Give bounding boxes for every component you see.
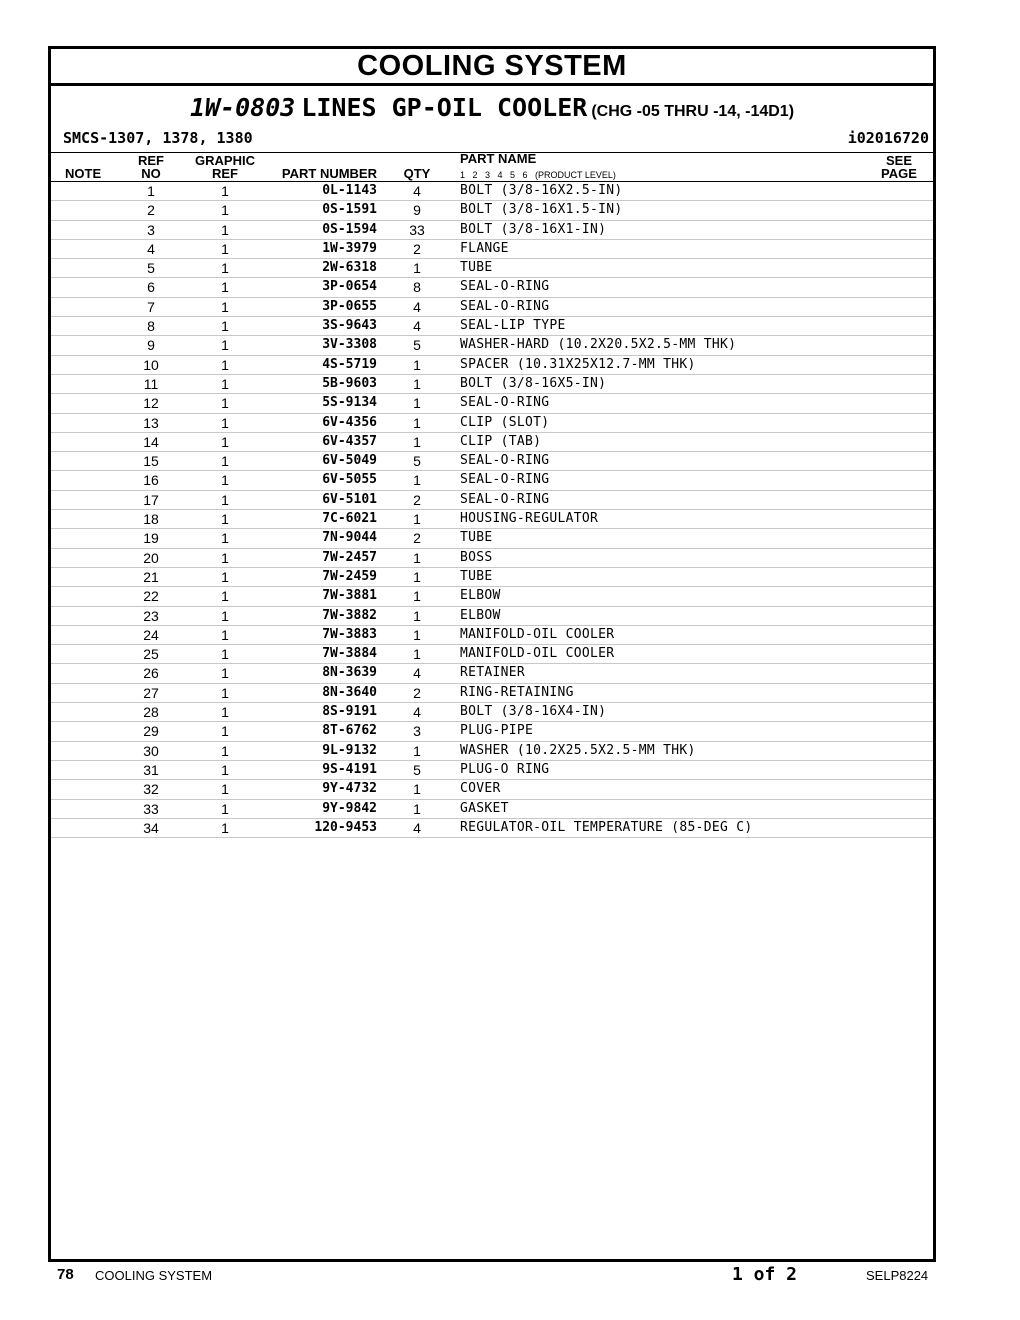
ref-no: 18: [143, 511, 159, 528]
graphic-ref: 1: [221, 607, 229, 624]
table-row: [51, 607, 933, 626]
part-name: GASKET: [460, 800, 509, 816]
part-number: 7W-2457: [322, 549, 377, 565]
graphic-ref: 1: [221, 395, 229, 412]
part-name: HOUSING-REGULATOR: [460, 511, 599, 527]
footer-doc-id: SELP8224: [866, 1268, 929, 1283]
ref-no: 34: [143, 819, 159, 836]
ref-no: 9: [147, 337, 155, 354]
ref-no: 24: [143, 626, 159, 643]
col-ref-line1: REF: [138, 153, 164, 168]
part-name: SEAL-O-RING: [460, 279, 550, 295]
qty: 3: [413, 723, 421, 740]
part-number: 6V-5049: [322, 453, 377, 469]
qty: 1: [413, 646, 421, 663]
part-number: 0S-1591: [322, 202, 377, 218]
qty: 1: [413, 414, 421, 431]
table-row: [51, 510, 933, 529]
part-number: 7W-3882: [322, 607, 377, 623]
graphic-ref: 1: [221, 511, 229, 528]
graphic-ref: 1: [221, 568, 229, 585]
col-graphic-line1: GRAPHIC: [195, 153, 255, 168]
table-row: [51, 278, 933, 297]
table-row: [51, 742, 933, 761]
qty: 1: [413, 395, 421, 412]
part-name: SPACER (10.31X25X12.7-MM THK): [460, 356, 696, 372]
section-title: COOLING SYSTEM: [51, 49, 933, 86]
col-ref-line2: NO: [141, 166, 161, 181]
footer-page-of: 1 of 2: [732, 1264, 798, 1285]
part-name: RING-RETAINING: [460, 684, 574, 700]
qty: 1: [413, 742, 421, 759]
graphic-ref: 1: [221, 761, 229, 778]
ref-no: 7: [147, 298, 155, 315]
table-row: [51, 568, 933, 587]
qty: 8: [413, 279, 421, 296]
qty: 1: [413, 433, 421, 450]
table-row: [51, 549, 933, 568]
part-name: BOLT (3/8-16X1.5-IN): [460, 202, 623, 218]
part-name: COVER: [460, 781, 501, 797]
ref-no: 10: [143, 356, 159, 373]
part-number: 9Y-9842: [322, 800, 377, 816]
part-number: 9Y-4732: [322, 781, 377, 797]
part-name: PLUG-O RING: [460, 761, 550, 777]
parts-table-body: [51, 182, 933, 838]
part-name: BOLT (3/8-16X5-IN): [460, 375, 607, 391]
qty: 2: [413, 240, 421, 257]
part-number: 7W-2459: [322, 568, 377, 584]
table-row: [51, 491, 933, 510]
table-row: [51, 780, 933, 799]
ref-no: 6: [147, 279, 155, 296]
part-name: TUBE: [460, 568, 493, 584]
part-number: 5B-9603: [322, 375, 377, 391]
group-part-number: 1W-0803: [189, 93, 296, 122]
graphic-ref: 1: [221, 183, 229, 199]
part-number: 0L-1143: [322, 183, 377, 198]
ref-no: 5: [147, 260, 155, 277]
ref-no: 12: [143, 395, 159, 412]
table-row: [51, 356, 933, 375]
table-row: [51, 684, 933, 703]
table-row: [51, 336, 933, 355]
qty: 1: [413, 260, 421, 277]
ref-no: 32: [143, 781, 159, 798]
qty: 1: [413, 607, 421, 624]
smcs-row: [51, 126, 933, 153]
table-row: [51, 221, 933, 240]
part-name: BOLT (3/8-16X2.5-IN): [460, 183, 623, 198]
ref-no: 8: [147, 318, 155, 335]
graphic-ref: 1: [221, 221, 229, 238]
ref-no: 31: [143, 761, 159, 778]
part-number: 6V-4357: [322, 433, 377, 449]
graphic-ref: 1: [221, 472, 229, 489]
part-number: 2W-6318: [322, 260, 377, 276]
qty: 9: [413, 202, 421, 219]
part-number: 7N-9044: [322, 530, 377, 546]
qty: 4: [413, 665, 421, 682]
qty: 1: [413, 511, 421, 528]
part-name: SEAL-O-RING: [460, 298, 550, 314]
table-row: [51, 703, 933, 722]
col-part-name: PART NAME: [460, 151, 537, 166]
graphic-ref: 1: [221, 626, 229, 643]
part-name: WASHER-HARD (10.2X20.5X2.5-MM THK): [460, 337, 737, 353]
part-name: BOLT (3/8-16X4-IN): [460, 704, 607, 720]
ref-no: 20: [143, 549, 159, 566]
group-title: [51, 86, 933, 126]
table-row: [51, 645, 933, 664]
qty: 2: [413, 491, 421, 508]
qty: 1: [413, 800, 421, 817]
part-name: SEAL-O-RING: [460, 395, 550, 411]
ref-no: 14: [143, 433, 159, 450]
part-number: 8S-9191: [322, 704, 377, 720]
table-row: [51, 529, 933, 548]
parts-list-frame: [48, 46, 936, 1262]
qty: 4: [413, 704, 421, 721]
ref-no: 16: [143, 472, 159, 489]
qty: 4: [413, 318, 421, 335]
table-row: [51, 259, 933, 278]
part-name: SEAL-O-RING: [460, 491, 550, 507]
ref-no: 1: [147, 183, 155, 199]
serial-range: (CHG -05 THRU -14, -14D1): [591, 103, 795, 120]
ref-no: 33: [143, 800, 159, 817]
table-row: [51, 452, 933, 471]
ref-no: 28: [143, 704, 159, 721]
graphic-ref: 1: [221, 723, 229, 740]
graphic-ref: 1: [221, 298, 229, 315]
part-number: 7C-6021: [322, 511, 377, 527]
graphic-ref: 1: [221, 684, 229, 701]
column-headers: [51, 153, 933, 182]
part-name: ELBOW: [460, 588, 501, 604]
qty: 4: [413, 298, 421, 315]
qty: 1: [413, 356, 421, 373]
table-row: [51, 317, 933, 336]
col-qty: QTY: [403, 166, 431, 181]
qty: 1: [413, 472, 421, 489]
part-name: MANIFOLD-OIL COOLER: [460, 626, 615, 642]
table-row: [51, 664, 933, 683]
part-name: ELBOW: [460, 607, 501, 623]
table-row: [51, 240, 933, 259]
graphic-ref: 1: [221, 356, 229, 373]
col-graphic-line2: REF: [212, 166, 238, 181]
part-number: 120-9453: [314, 819, 377, 835]
group-name: LINES GP-OIL COOLER: [301, 93, 588, 122]
part-name: PLUG-PIPE: [460, 723, 534, 739]
graphic-ref: 1: [221, 800, 229, 817]
table-row: [51, 587, 933, 606]
ref-no: 13: [143, 414, 159, 431]
part-name: TUBE: [460, 260, 493, 276]
part-name: BOSS: [460, 549, 493, 565]
col-part-number: PART NUMBER: [281, 166, 377, 181]
graphic-ref: 1: [221, 240, 229, 257]
qty: 33: [409, 221, 425, 238]
part-name: SEAL-O-RING: [460, 472, 550, 488]
smcs-codes: SMCS-1307, 1378, 1380: [63, 129, 253, 147]
ref-no: 21: [143, 568, 159, 585]
part-number: 8N-3640: [322, 684, 377, 700]
graphic-ref: 1: [221, 549, 229, 566]
part-name: FLANGE: [460, 240, 509, 256]
table-row: [51, 819, 933, 838]
graphic-ref: 1: [221, 433, 229, 450]
qty: 5: [413, 761, 421, 778]
table-row: [51, 414, 933, 433]
ref-no: 17: [143, 491, 159, 508]
part-number: 1W-3979: [322, 240, 377, 256]
part-number: 0S-1594: [322, 221, 377, 237]
part-name: BOLT (3/8-16X1-IN): [460, 221, 607, 237]
footer-page-number: 78: [57, 1266, 74, 1283]
info-id: i02016720: [847, 129, 929, 147]
graphic-ref: 1: [221, 375, 229, 392]
part-name: TUBE: [460, 530, 493, 546]
graphic-ref: 1: [221, 260, 229, 277]
part-name: WASHER (10.2X25.5X2.5-MM THK): [460, 742, 696, 758]
qty: 2: [413, 530, 421, 547]
graphic-ref: 1: [221, 704, 229, 721]
ref-no: 19: [143, 530, 159, 547]
graphic-ref: 1: [221, 588, 229, 605]
graphic-ref: 1: [221, 665, 229, 682]
table-row: [51, 182, 933, 201]
part-number: 8T-6762: [322, 723, 377, 739]
graphic-ref: 1: [221, 318, 229, 335]
ref-no: 11: [143, 375, 159, 392]
table-row: [51, 394, 933, 413]
table-row: [51, 722, 933, 741]
qty: 1: [413, 588, 421, 605]
ref-no: 2: [147, 202, 155, 219]
graphic-ref: 1: [221, 646, 229, 663]
col-see-line1: SEE: [885, 153, 912, 168]
ref-no: 15: [143, 453, 159, 470]
graphic-ref: 1: [221, 491, 229, 508]
table-row: [51, 375, 933, 394]
table-row: [51, 433, 933, 452]
table-row: [51, 626, 933, 645]
part-number: 9L-9132: [322, 742, 377, 758]
qty: 1: [413, 375, 421, 392]
part-number: 7W-3881: [322, 588, 377, 604]
part-name: SEAL-O-RING: [460, 453, 550, 469]
ref-no: 26: [143, 665, 159, 682]
part-number: 3P-0654: [322, 279, 377, 295]
qty: 1: [413, 626, 421, 643]
ref-no: 3: [147, 221, 155, 238]
table-row: [51, 471, 933, 490]
col-see-line2: PAGE: [881, 166, 917, 181]
col-product-levels: 1 2 3 4 5 6 (PRODUCT LEVEL): [460, 170, 616, 180]
part-number: 3V-3308: [322, 337, 377, 353]
part-number: 7W-3883: [322, 626, 377, 642]
part-number: 6V-5055: [322, 472, 377, 488]
graphic-ref: 1: [221, 530, 229, 547]
part-number: 6V-5101: [322, 491, 377, 507]
ref-no: 29: [143, 723, 159, 740]
part-number: 9S-4191: [322, 761, 377, 777]
part-number: 8N-3639: [322, 665, 377, 681]
graphic-ref: 1: [221, 819, 229, 836]
page-footer: [0, 1264, 1020, 1288]
ref-no: 4: [147, 240, 155, 257]
qty: 1: [413, 568, 421, 585]
part-number: 7W-3884: [322, 646, 377, 662]
graphic-ref: 1: [221, 279, 229, 296]
ref-no: 23: [143, 607, 159, 624]
part-name: CLIP (SLOT): [460, 414, 550, 430]
part-name: MANIFOLD-OIL COOLER: [460, 646, 615, 662]
qty: 4: [413, 819, 421, 836]
qty: 2: [413, 684, 421, 701]
part-number: 6V-4356: [322, 414, 377, 430]
part-name: REGULATOR-OIL TEMPERATURE (85-DEG C): [460, 819, 753, 835]
qty: 4: [413, 183, 421, 199]
ref-no: 22: [143, 588, 159, 605]
ref-no: 25: [143, 646, 159, 663]
part-number: 3S-9643: [322, 318, 377, 334]
qty: 1: [413, 781, 421, 798]
qty: 5: [413, 337, 421, 354]
graphic-ref: 1: [221, 414, 229, 431]
graphic-ref: 1: [221, 337, 229, 354]
part-name: CLIP (TAB): [460, 433, 542, 449]
ref-no: 30: [143, 742, 159, 759]
footer-section: COOLING SYSTEM: [95, 1268, 213, 1283]
qty: 5: [413, 453, 421, 470]
ref-no: 27: [143, 684, 159, 701]
col-note: NOTE: [65, 166, 102, 181]
graphic-ref: 1: [221, 781, 229, 798]
graphic-ref: 1: [221, 202, 229, 219]
table-row: [51, 298, 933, 317]
table-row: [51, 201, 933, 220]
table-row: [51, 800, 933, 819]
part-number: 3P-0655: [322, 298, 377, 314]
part-number: 4S-5719: [322, 356, 377, 372]
part-name: SEAL-LIP TYPE: [460, 318, 566, 334]
qty: 1: [413, 549, 421, 566]
table-row: [51, 761, 933, 780]
graphic-ref: 1: [221, 742, 229, 759]
part-number: 5S-9134: [322, 395, 377, 411]
part-name: RETAINER: [460, 665, 526, 681]
graphic-ref: 1: [221, 453, 229, 470]
